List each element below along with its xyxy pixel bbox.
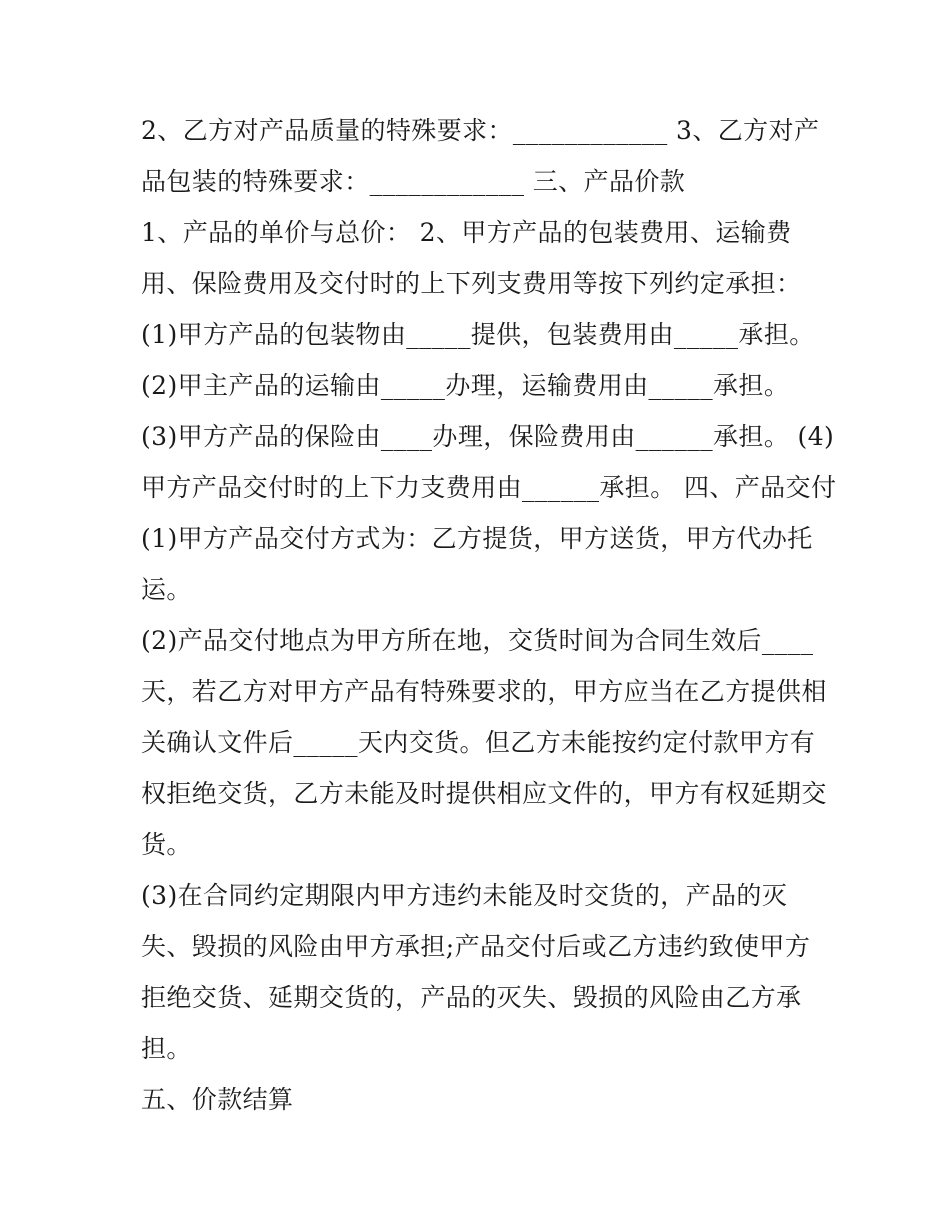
document-body — [141, 105, 837, 1125]
text-line: 失、毁损的风险由甲方承担;产品交付后或乙方违约致使甲方 — [141, 932, 811, 961]
text-line: 运。 — [141, 575, 192, 604]
text-line: (3)甲方产品的保险由____办理，保险费用由______承担。 (4) — [141, 422, 835, 451]
text-line: 用、保险费用及交付时的上下列支费用等按下列约定承担： — [141, 269, 802, 298]
text-line: 拒绝交货、延期交货的，产品的灭失、毁损的风险由乙方承 — [141, 983, 802, 1012]
text-line: 2、乙方对产品质量的特殊要求：____________ 3、乙方对产 — [141, 116, 820, 145]
text-line: 权拒绝交货，乙方未能及时提供相应文件的，甲方有权延期交 — [141, 779, 827, 808]
text-line: 品包装的特殊要求：____________ 三、产品价款 — [141, 167, 686, 196]
text-line: (1)甲方产品交付方式为：乙方提货，甲方送货，甲方代办托 — [141, 524, 813, 553]
text-line: (2)甲主产品的运输由_____办理，运输费用由_____承担。 — [141, 371, 790, 400]
text-line: (3)在合同约定期限内甲方违约未能及时交货的，产品的灭 — [141, 881, 788, 910]
text-line: (2)产品交付地点为甲方所在地，交货时间为合同生效后____ — [141, 626, 814, 655]
text-line: 1、产品的单价与总价： 2、甲方产品的包装费用、运输费 — [141, 218, 792, 247]
text-line: 担。 — [141, 1034, 192, 1063]
text-line: 货。 — [141, 830, 192, 859]
section-heading: 五、价款结算 — [141, 1085, 294, 1114]
text-line: 甲方产品交付时的上下力支费用由______承担。 四、产品交付 — [141, 473, 837, 502]
text-line: (1)甲方产品的包装物由_____提供，包装费用由_____承担。 — [141, 320, 815, 349]
text-line: 关确认文件后_____天内交货。但乙方未能按约定付款甲方有 — [141, 728, 816, 757]
text-line: 天，若乙方对甲方产品有特殊要求的，甲方应当在乙方提供相 — [141, 677, 827, 706]
